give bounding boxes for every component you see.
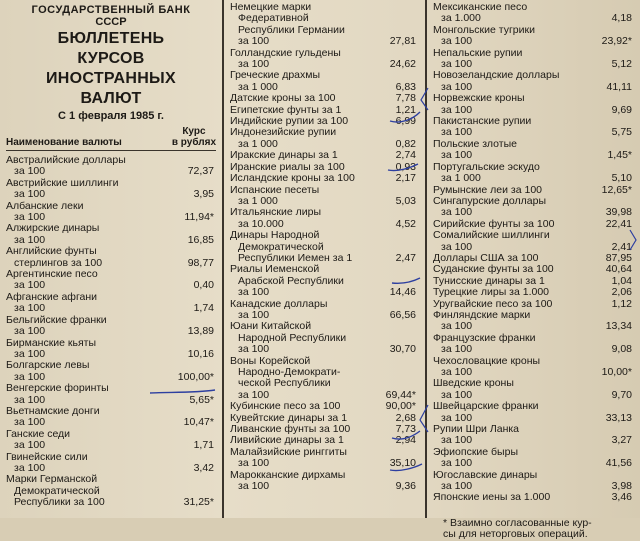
rate-entry [433,162,634,185]
currency-name [230,185,376,208]
currency-unit-line: за 1 000 [238,194,278,207]
header-rate-line: Курс [182,126,206,137]
rate-value: 9,36 [395,480,416,493]
header-rate-line: в рублях [171,137,216,148]
rate-entry [433,401,634,424]
currency-unit-line: за 10.000 [238,217,284,230]
rate-value: 5,10 [611,172,632,185]
currency-name-line: Индонезийские рупии [230,126,337,139]
country-name: СССР [95,16,127,28]
bulletin-date: С 1 февраля 1985 г. [58,110,164,122]
currency-name [433,93,592,116]
rate-entry [6,155,216,178]
rate-entry [6,201,216,224]
currency-name-line: Бирманские кьяты [6,336,97,349]
bulletin-title-line: КУРСОВ [77,50,145,67]
rate-entry [433,70,634,93]
rate-value: 4,18 [611,12,632,25]
currency-unit-line: за 100 [441,35,473,48]
currency-name-line: Ливийские динары за 1 [230,434,344,447]
rate-value: 33,13 [605,411,632,424]
currency-name-line: Непальские рупии [433,46,523,59]
rate-value: 9,70 [611,388,632,401]
rate-value: 69,44* [385,388,416,401]
rate-entry [230,207,418,230]
currency-unit-line: ческой Республики [238,377,331,390]
currency-name [433,196,592,219]
currency-name-line: Ганские седи [6,427,71,440]
rate-value: 87,95 [605,251,632,264]
rate-value: 1,12 [611,297,632,310]
rate-value: 2,68 [395,411,416,424]
currency-name [433,447,592,470]
currency-name-line: Норвежские кроны [433,92,525,105]
rate-entry [6,383,216,406]
currency-name-line: Эфиопские быры [433,445,518,458]
rate-entry [433,2,634,25]
rate-value: 5,12 [611,58,632,71]
currency-name [6,338,174,361]
currency-unit-line: за 100 [441,480,473,493]
rate-entry [6,246,216,269]
rate-value: 90,00* [385,400,416,413]
currency-name [230,127,376,150]
currency-unit-line: за 100 [441,126,473,139]
currency-name [433,401,592,424]
rate-value: 11,94* [184,211,214,224]
currency-name-line: Португальские эскудо [433,160,540,173]
currency-unit-line: за 100 [14,211,46,224]
rate-value: 10,00* [601,366,632,378]
rate-value: 2,17 [395,172,416,185]
currency-name [230,2,376,48]
header-currency-name: Наименование валюты [6,137,122,148]
currency-unit-line: за 100 [441,343,473,356]
rate-entry [6,406,216,429]
rate-value: 35,10 [389,457,416,470]
currency-name-line: Риалы Иеменской [230,263,320,276]
currency-name-line: Суданские фунты за 100 [433,263,554,276]
currency-name [6,246,174,269]
rate-entry [230,2,418,48]
currency-unit-line: за 1 000 [238,80,278,93]
currency-unit-line: за 100 [238,480,270,493]
rate-entry [433,356,634,379]
rate-entry [230,70,418,93]
currency-name-line: Египетские фунты за 1 [230,103,342,116]
currency-unit-line: за 100 [14,279,46,292]
rate-value: 27,81 [389,35,416,48]
currency-name [230,470,376,493]
rate-value: 3,98 [611,480,632,493]
currency-name-line: Польские злотые [433,137,517,150]
rate-value: 3,95 [193,188,214,201]
currency-unit-line: за 100 [14,165,46,178]
rate-entry [6,360,216,383]
currency-name-line: Бельгийские франки [6,313,107,326]
rate-value: 10,16 [187,347,214,360]
currency-name-line: Румынские леи за 100 [433,183,543,196]
footnote-line: * Взаимно согласованные кур- [443,516,592,529]
rate-entry [433,196,634,219]
rate-entry [6,315,216,338]
rate-value: 16,85 [187,233,214,246]
currency-name [6,269,174,292]
rate-list [230,2,418,492]
rate-value: 7,73 [395,423,416,436]
currency-name-line: Югославские динары [433,468,538,481]
currency-name-line: Албанские леки [6,199,84,212]
currency-unit-line: Народно-Демократи- [238,366,341,378]
rate-value: 24,62 [389,58,416,71]
rate-value: 2,74 [395,149,416,162]
currency-name [433,310,592,333]
currency-unit-line: за 100 [441,80,473,93]
rate-value: 5,75 [611,126,632,139]
currency-unit-line: за 100 [14,393,46,406]
currency-name-line: Доллары США за 100 [433,251,539,264]
rate-entry [433,378,634,401]
currency-name-line: Уругвайские песо за 100 [433,297,553,310]
currency-name-line: Кубинские песо за 100 [230,400,341,413]
currency-name [433,470,592,493]
currency-name [6,383,174,406]
rate-value: 1,21 [395,103,416,116]
currency-unit-line: за 100 [14,461,46,474]
currency-name-line: Рупии Шри Ланка [433,423,520,436]
currency-name-line: Афганские афгани [6,290,98,303]
currency-name-line: Болгарские левы [6,359,90,372]
rate-value: 31,25* [183,496,214,509]
rate-value: 39,98 [605,206,632,219]
header-rate [172,126,216,148]
currency-name [433,378,592,401]
currency-name-line: Малайзийские ринггиты [230,445,347,458]
rate-entry [230,321,418,355]
currency-unit-line: за 100 [14,302,46,315]
currency-name [6,178,174,201]
currency-name-line: Сирийские фунты за 100 [433,217,555,230]
rate-value: 1,45* [607,149,632,162]
rate-value: 2,94 [395,434,416,447]
rate-entry [6,429,216,452]
currency-unit-line: за 100 [14,233,46,246]
currency-name [433,48,592,71]
rate-value: 1,04 [611,274,632,287]
rate-entry [433,25,634,48]
rate-value: 3,46 [611,491,632,504]
currency-unit-line: за 100 [238,35,270,48]
rate-entry [230,447,418,470]
currency-name [230,356,376,402]
currency-name-line: Австралийские доллары [6,154,126,166]
currency-unit-line: Народной Республики [238,331,347,344]
currency-unit-line: за 100 [441,58,473,71]
currency-name-line: Кувейтские динары за 1 [230,411,348,424]
currency-name-line: Турецкие лиры за 1.000 [433,286,550,299]
currency-name-line: Тунисские динары за 1 [433,274,545,287]
rate-value: 13,89 [187,325,214,338]
rate-entry [433,492,634,503]
currency-name-line: Чехословацкие кроны [433,354,541,367]
currency-name-line: Сингапурские доллары [433,194,547,207]
currency-unit-line: за 100 [238,457,270,470]
currency-unit-line: Республики Германии [238,23,345,36]
currency-name [6,474,174,508]
rate-value: 5,65* [189,393,214,406]
rate-value: 66,56 [389,308,416,321]
currency-name-line: Итальянские лиры [230,206,322,219]
currency-name [433,492,592,503]
rate-entry [230,127,418,150]
currency-name-line: Канадские доллары [230,297,328,310]
currency-unit-line: за 100 [14,370,46,383]
rate-entry [230,264,418,298]
currency-name-line: Аргентинские песо [6,268,98,281]
currency-name-line: Шведские кроны [433,377,514,390]
rate-entry [230,48,418,71]
rate-value: 30,70 [389,343,416,356]
rate-entry [6,292,216,315]
rate-list [433,2,634,504]
currency-name-line: Алжирские динары [6,222,100,235]
rate-value: 9,69 [611,103,632,116]
rate-entry [230,230,418,264]
currency-unit-line: за 100 [441,457,473,470]
currency-unit-line: за 100 [238,286,270,299]
currency-name-line: Гвинейские сили [6,450,88,463]
currency-unit-line: Республики Иемен за 1 [238,251,353,264]
currency-unit-line: за 100 [238,343,270,356]
currency-unit-line: за 100 [441,434,473,447]
currency-unit-line: за 100 [441,388,473,401]
currency-name [6,223,174,246]
rate-entry [6,474,216,508]
rate-entry [6,269,216,292]
currency-unit-line: Демократической [14,484,100,497]
rate-entry [433,424,634,447]
currency-name-line: Испанские песеты [230,183,320,196]
currency-name [230,48,376,71]
rate-value: 0,82 [395,137,416,150]
rate-value: 23,92* [601,35,632,48]
currency-name-line: Иранские риалы за 100 [230,160,345,173]
currency-unit-line: Федеративной [238,12,309,25]
currency-name [433,356,592,379]
rate-value: 2,47 [395,251,416,264]
column-2 [224,0,424,518]
rate-value: 72,37 [187,165,214,178]
currency-unit-line: за 1.000 [441,12,481,25]
currency-unit-line: за 100 [441,206,473,219]
currency-name-line: Исландские кроны за 100 [230,172,355,185]
currency-name [6,452,174,475]
currency-name-line: Французские франки [433,331,536,344]
rate-entry [230,185,418,208]
rate-value: 0,40 [193,279,214,292]
currency-unit-line: Республики за 100 [14,496,105,509]
currency-name-line: Новозеландские доллары [433,69,560,82]
rate-entry [6,452,216,475]
currency-name [230,230,376,264]
rate-entry [433,333,634,356]
currency-name [6,406,174,429]
currency-name-line: Датские кроны за 100 [230,92,336,105]
currency-name-line: Марки Германской [6,473,98,486]
rate-value: 7,78 [395,92,416,105]
rate-value: 40,64 [605,263,632,276]
currency-name [230,447,376,470]
currency-unit-line: Демократической [238,240,324,253]
rate-value: 3,27 [611,434,632,447]
bank-name: ГОСУДАРСТВЕННЫЙ БАНК [31,4,191,16]
rate-entry [230,299,418,322]
rate-entry [433,48,634,71]
currency-unit-line: за 100 [238,388,270,401]
currency-name-line: Вьетнамские донги [6,404,100,417]
rate-value: 1,71 [193,439,214,452]
currency-unit-line: за 100 [441,240,473,253]
rate-value: 100,00* [177,370,214,383]
currency-name-line: Венгерские форинты [6,382,109,395]
rate-value: 2,06 [611,286,632,299]
currency-name [433,2,592,25]
currency-name-line: Сомалийские шиллинги [433,229,550,242]
footnote [433,518,634,541]
rate-entry [433,310,634,333]
currency-name [230,299,376,322]
currency-name [6,201,174,224]
currency-unit-line: за 1 000 [238,137,278,150]
currency-name-line: Финляндские марки [433,308,531,321]
currency-unit-line: за 100 [14,188,46,201]
currency-unit-line: за 100 [14,347,46,360]
currency-name [433,70,592,93]
currency-name-line: Динары Народной [230,229,320,242]
bulletin-title-line: ИНОСТРАННЫХ [46,70,176,87]
currency-name [230,70,376,93]
currency-unit-line: Арабской Республики [238,274,344,287]
currency-name [6,360,174,383]
currency-name-line: Ливанские фунты за 100 [230,423,351,436]
rate-list [6,155,216,509]
currency-name-line: Индийские рупии за 100 [230,115,349,128]
currency-name-line: Воны Корейской [230,354,311,367]
bulletin-title-line: БЮЛЛЕТЕНЬ [57,30,165,47]
currency-name-line: Греческие драхмы [230,69,321,82]
rate-value: 12,65* [601,183,632,196]
currency-name [433,162,592,185]
rate-entry [433,116,634,139]
currency-name-line: Юани Китайской [230,320,312,333]
currency-name [433,230,592,253]
currency-name-line: Японские иены за 1.000 [433,491,551,504]
currency-name-line: Английские фунты [6,245,97,258]
currency-unit-line: за 100 [441,411,473,424]
currency-name [433,424,592,447]
rate-value: 41,11 [606,80,632,93]
currency-unit-line: за 100 [14,416,46,429]
masthead [6,4,216,123]
column-3 [427,0,640,541]
currency-name-line: Монгольские тугрики [433,23,535,36]
currency-name [433,139,592,162]
currency-name-line: Иракские динары за 1 [230,149,338,162]
rate-value: 9,08 [611,343,632,356]
rate-value: 0,93 [395,160,416,173]
rate-value: 6,83 [395,80,416,93]
currency-unit-line: стерлингов за 100 [14,256,103,269]
rate-value: 3,42 [193,461,214,474]
currency-unit-line: за 100 [441,103,473,116]
rate-entry [6,178,216,201]
rate-entry [433,470,634,493]
rate-entry [6,223,216,246]
currency-name [433,116,592,139]
currency-unit-line: за 100 [14,439,46,452]
currency-unit-line: за 100 [441,149,473,162]
currency-name [6,155,174,178]
table-header [6,126,216,151]
rate-value: 98,77 [187,256,214,269]
rate-value: 14,46 [389,286,416,299]
currency-name-line: Марокканские дирхамы [230,468,346,481]
rate-entry [433,447,634,470]
rate-value: 5,03 [395,194,416,207]
currency-unit-line: за 100 [441,320,473,333]
currency-name [230,207,376,230]
rate-entry [6,338,216,361]
rate-value: 6,99 [395,115,416,128]
footnote-line: сы для неторговых операций. [443,528,588,541]
rate-value: 4,52 [395,217,416,230]
currency-name-line: Немецкие марки [230,1,312,13]
rate-value: 2,41 [611,240,632,253]
currency-unit-line: за 100 [441,366,473,378]
currency-name [230,321,376,355]
rate-entry [433,139,634,162]
currency-name-line: Австрийские шиллинги [6,176,119,189]
rate-entry [230,470,418,493]
rate-value: 41,56 [605,457,632,470]
rate-value: 13,34 [605,320,632,333]
rate-value: 1,74 [193,302,214,315]
currency-name [433,25,592,48]
rate-value: 22,41 [605,217,632,230]
currency-name-line: Голландские гульдены [230,46,341,59]
currency-name [433,333,592,356]
column-1 [0,0,222,518]
currency-name [6,292,174,315]
currency-name-line: Пакистанские рупии [433,115,532,128]
currency-unit-line: за 100 [14,325,46,338]
currency-unit-line: за 1 000 [441,172,481,185]
currency-name-line: Мексиканские песо [433,1,528,13]
rate-entry [230,356,418,402]
rate-entry [433,230,634,253]
rate-entry [433,93,634,116]
currency-name-line: Швейцарские франки [433,400,539,413]
currency-name [6,315,174,338]
currency-unit-line: за 100 [238,308,270,321]
rate-value: 10,47* [183,416,214,429]
currency-unit-line: за 100 [238,58,270,71]
bulletin-title-line: ВАЛЮТ [80,90,142,107]
currency-name [230,264,376,298]
currency-name [6,429,174,452]
